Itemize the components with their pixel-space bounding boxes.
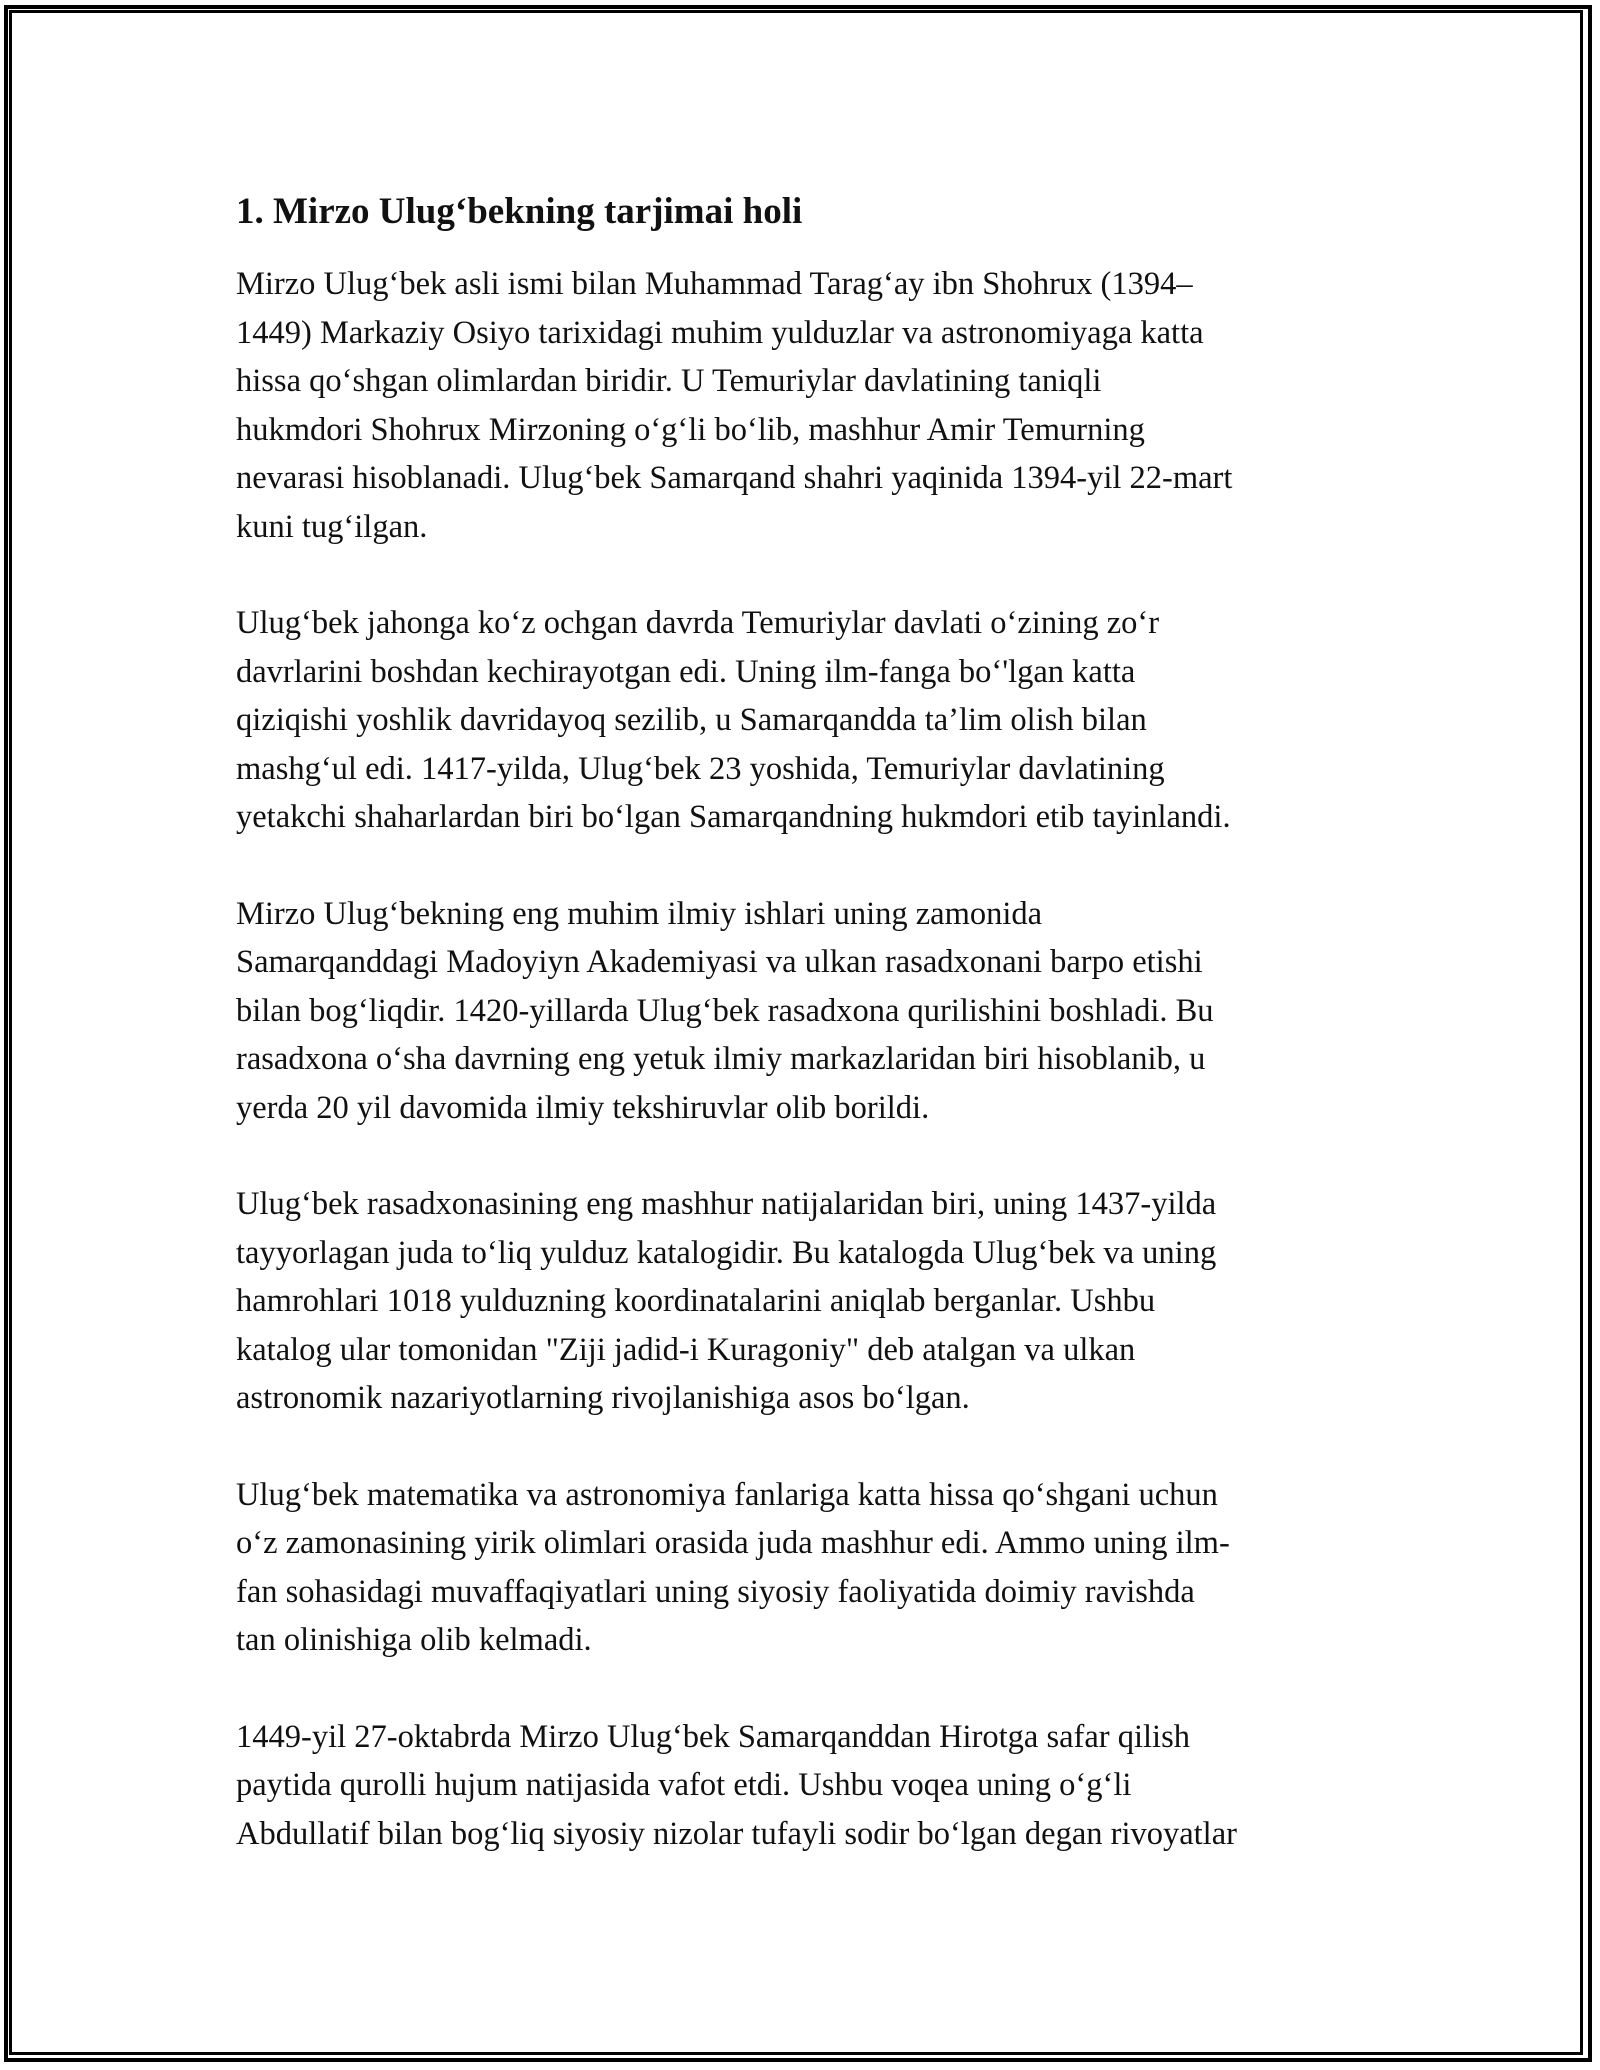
text-line: 1449) Markaziy Osiyo tarixidagi muhim yulduzlar va astronomiyaga katta <box>236 314 1204 351</box>
paragraph-6 <box>236 1713 1386 1859</box>
paragraph-2 <box>236 599 1386 842</box>
text-line: katalog ular tomonidan "Ziji jadid-i Kuragoniy" deb atalgan va ulkan <box>236 1331 1136 1368</box>
paragraph-5 <box>236 1471 1386 1665</box>
text-line: paytida qurolli hujum natijasida vafot etdi. Ushbu voqea uning o‘g‘li <box>236 1767 1132 1803</box>
text-line: hissa qo‘shgan olimlardan biridir. U Temuriylar davlatining taniqli <box>236 363 1102 399</box>
text-line: yetakchi shaharlardan biri bo‘lgan Samarqandning hukmdori etib tayinlandi. <box>236 799 1231 835</box>
paragraph-1 <box>236 260 1386 551</box>
paragraph-4 <box>236 1180 1386 1423</box>
text-line: Mirzo Ulug‘bekning eng muhim ilmiy ishlari uning zamonida <box>236 895 1043 932</box>
text-line: Abdullatif bilan bog‘liq siyosiy nizolar tufayli sodir bo‘lgan degan rivoyatlar <box>236 1815 1237 1852</box>
text-line: kuni tug‘ilgan. <box>236 508 428 545</box>
text-line: mashg‘ul edi. 1417-yilda, Ulug‘bek 23 yoshida, Temuriylar davlatining <box>236 750 1165 787</box>
text-line: hamrohlari 1018 yulduzning koordinatalarini aniqlab berganlar. Ushbu <box>236 1283 1156 1319</box>
text-line: 1449-yil 27-oktabrda Mirzo Ulug‘bek Samarqanddan Hirotga safar qilish <box>236 1718 1190 1755</box>
text-line: yerda 20 yil davomida ilmiy tekshiruvlar olib borildi. <box>236 1089 930 1126</box>
text-line: qiziqishi yoshlik davridayoq sezilib, u Samarqandda ta’lim olish bilan <box>236 702 1147 738</box>
paragraph-3 <box>236 890 1386 1133</box>
document-body <box>236 186 1386 1906</box>
text-line: tayyorlagan juda to‘liq yulduz katalogidir. Bu katalogda Ulug‘bek va uning <box>236 1234 1217 1271</box>
text-line: Ulug‘bek jahonga ko‘z ochgan davrda Temuriylar davlati o‘zining zo‘r <box>236 605 1160 641</box>
text-line: hukmdori Shohrux Mirzoning o‘g‘li bo‘lib, mashhur Amir Temurning <box>236 411 1145 448</box>
text-line: Ulug‘bek rasadxonasining eng mashhur natijalaridan biri, uning 1437-yilda <box>236 1186 1217 1222</box>
text-line: bilan bog‘liqdir. 1420-yillarda Ulug‘bek rasadxona qurilishini boshladi. Bu <box>236 992 1214 1029</box>
text-line: Mirzo Ulug‘bek asli ismi bilan Muhammad Tarag‘ay ibn Shohrux (1394– <box>236 266 1193 302</box>
text-line: fan sohasidagi muvaffaqiyatlari uning siyosiy faoliyatida doimiy ravishda <box>236 1573 1195 1610</box>
text-line: Samarqanddagi Madoyiyn Akademiyasi va ulkan rasadxonani barpo etishi <box>236 944 1203 980</box>
text-line: rasadxona o‘sha davrning eng yetuk ilmiy markazlaridan biri hisoblanib, u <box>236 1041 1206 1077</box>
text-line: tan olinishiga olib kelmadi. <box>236 1622 592 1658</box>
text-line: davrlarini boshdan kechirayotgan edi. Uning ilm-fanga bo‘'lgan katta <box>236 653 1136 690</box>
text-line: o‘z zamonasining yirik olimlari orasida juda mashhur edi. Ammo uning ilm- <box>236 1525 1230 1561</box>
text-line: Ulug‘bek matematika va astronomiya fanlariga katta hissa qo‘shgani uchun <box>236 1476 1218 1513</box>
section-heading: 1. Mirzo Ulug‘bekning tarjimai holi <box>236 191 803 232</box>
text-line: astronomik nazariyotlarning rivojlanishiga asos bo‘lgan. <box>236 1380 970 1416</box>
text-line: nevarasi hisoblanadi. Ulug‘bek Samarqand shahri yaqinida 1394-yil 22-mart <box>236 460 1233 496</box>
